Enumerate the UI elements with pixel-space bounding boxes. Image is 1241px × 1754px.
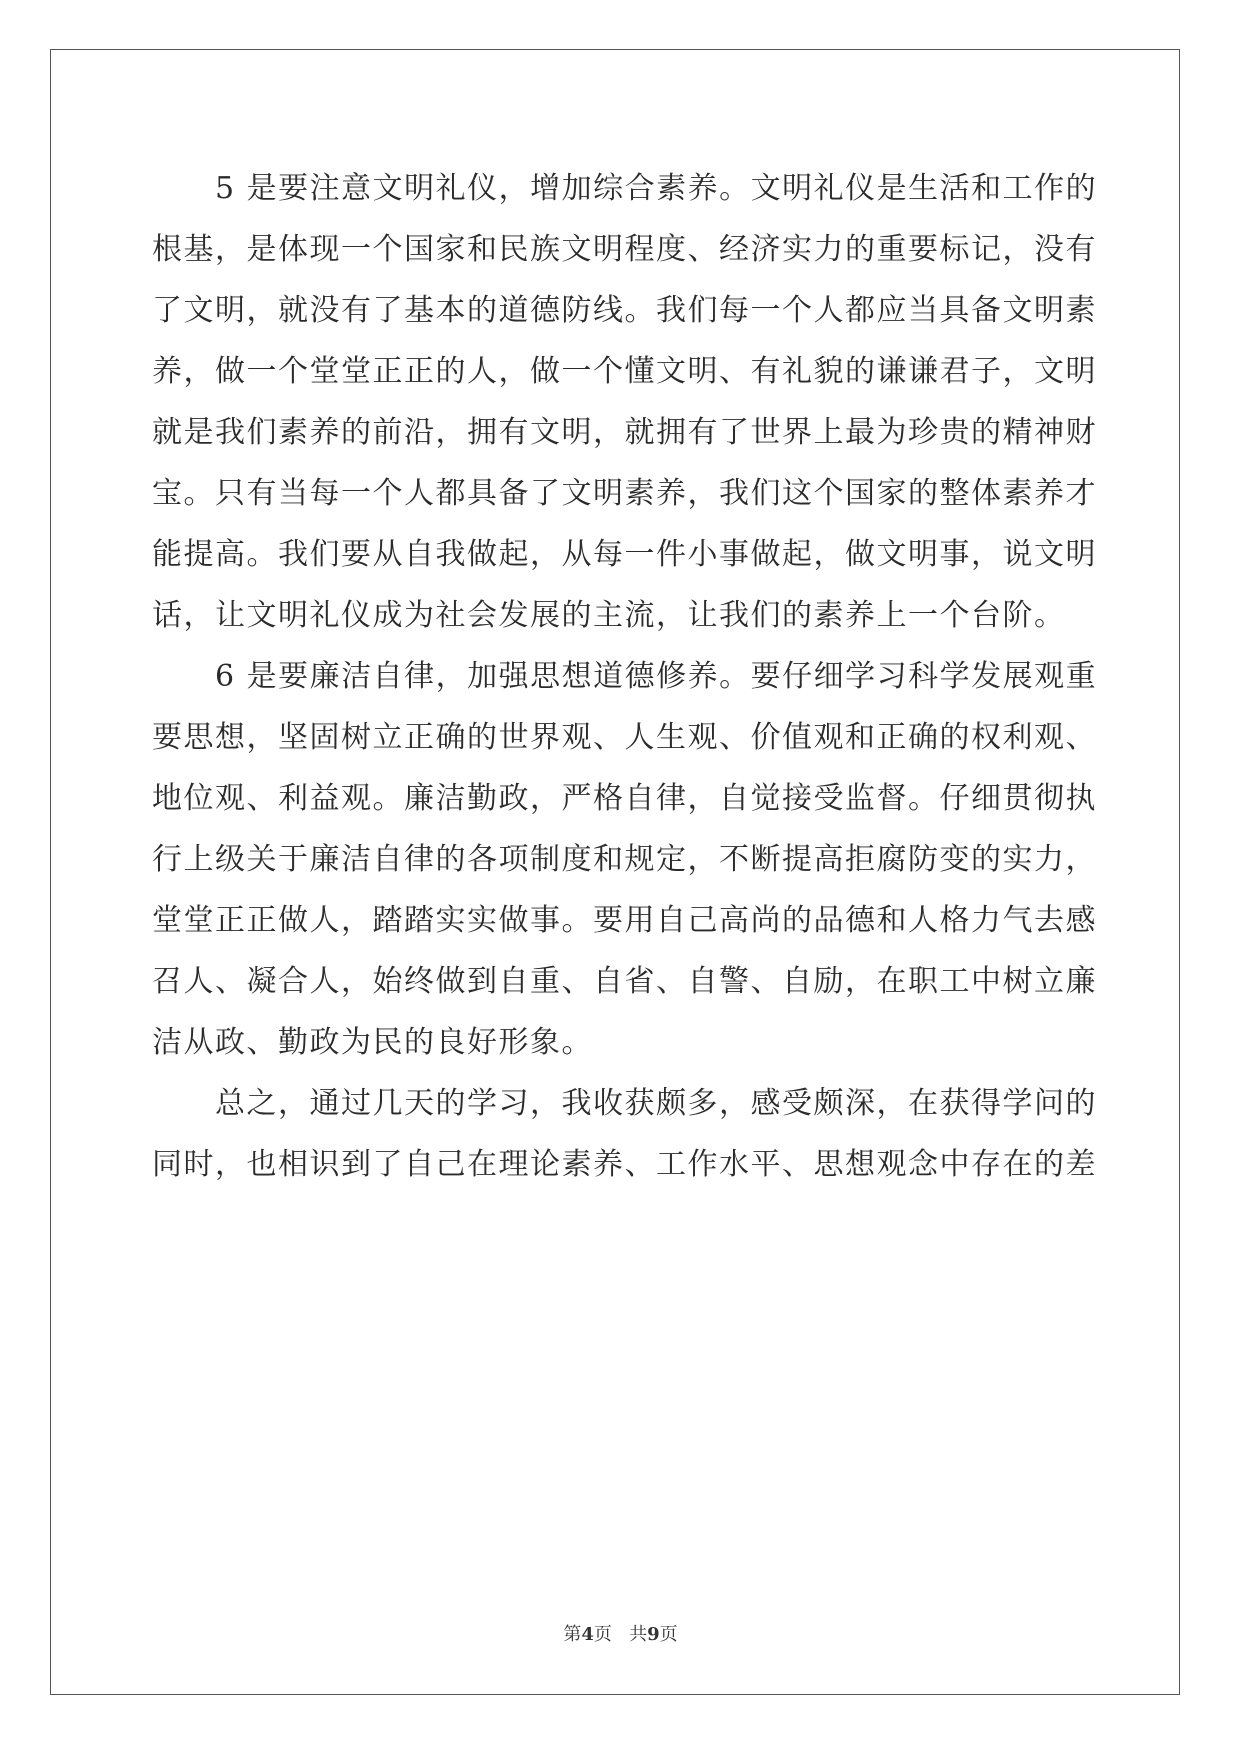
total-unit: 页 [659,1624,678,1645]
text-line: 宝。只有当每一个人都具备了文明素养，我们这个国家的整体素养才 [152,476,1097,511]
page-prefix: 第 [563,1624,582,1645]
page-current: 4 [581,1624,594,1645]
text-line: 洁从政、勤政为民的良好形象。 [152,1025,593,1060]
text-line: 养，做一个堂堂正正的人，做一个懂文明、有礼貌的谦谦君子，文明 [152,354,1097,389]
document-body [152,158,1098,1195]
text-line: 5 是要注意文明礼仪，增加综合素养。文明礼仪是生活和工作的 [152,171,1098,206]
text-line: 行上级关于廉洁自律的各项制度和规定，不断提高拒腐防变的实力， [152,842,1097,877]
total-prefix: 共 [629,1624,648,1645]
text-line: 总之，通过几天的学习，我收获颇多，感受颇深，在获得学问的 [152,1086,1097,1121]
text-line: 就是我们素养的前沿，拥有文明，就拥有了世界上最为珍贵的精神财 [152,415,1097,450]
text-line: 要思想，坚固树立正确的世界观、人生观、价值观和正确的权利观、 [152,720,1097,755]
text-line: 能提高。我们要从自我做起，从每一件小事做起，做文明事，说文明 [152,537,1097,572]
page-total: 9 [647,1624,660,1645]
text-line: 根基，是体现一个国家和民族文明程度、经济实力的重要标记，没有 [152,232,1097,267]
page-footer [0,1620,1241,1646]
text-line: 地位观、利益观。廉洁勤政，严格自律，自觉接受监督。仔细贯彻执 [152,781,1097,816]
text-line: 同时，也相识到了自己在理论素养、工作水平、思想观念中存在的差 [152,1147,1097,1182]
text-line: 了文明，就没有了基本的道德防线。我们每一个人都应当具备文明素 [152,293,1097,328]
text-line: 话，让文明礼仪成为社会发展的主流，让我们的素养上一个台阶。 [152,598,1066,633]
text-line: 堂堂正正做人，踏踏实实做事。要用自己高尚的品德和人格力气去感 [152,903,1097,938]
text-line: 6 是要廉洁自律，加强思想道德修养。要仔细学习科学发展观重 [152,659,1098,694]
text-line: 召人、凝合人，始终做到自重、自省、自警、自励，在职工中树立廉 [152,964,1097,999]
page-unit: 页 [593,1624,612,1645]
